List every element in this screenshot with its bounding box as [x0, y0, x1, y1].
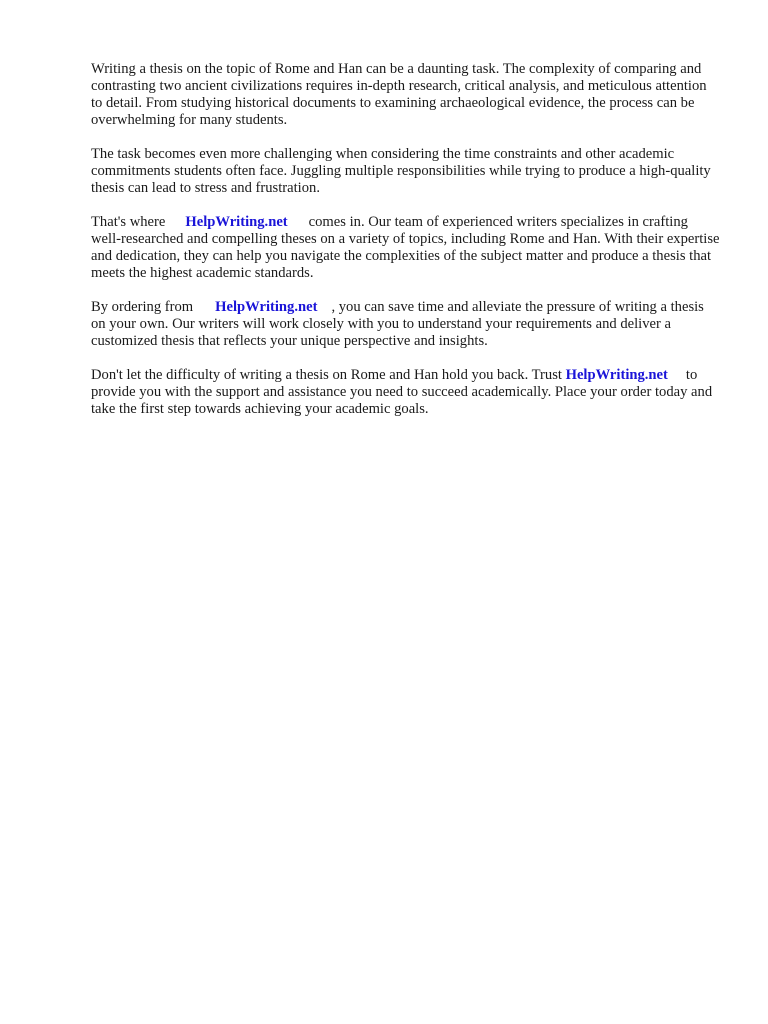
paragraph-service-rest: comes in. Our team of experienced writers specializes in crafting well-researched and compelling theses on a variety of topics, including Rome and Han. With their expertise and dedication, they can help you navigate the complexities of the subject matter and produce a thesis that meets the highest academic standards.: [91, 214, 720, 281]
paragraph-intro: [91, 61, 721, 129]
helpwriting-link-1[interactable]: HelpWriting.net: [185, 214, 288, 230]
paragraph-challenge-text: The task becomes even more challenging when considering the time constraints and other academic commitments students often face. Juggling multiple responsibilities while trying to produce a high-quality thesis can lead to stress and frustration.: [91, 146, 711, 196]
helpwriting-link-3[interactable]: HelpWriting.net: [565, 367, 668, 383]
paragraph-service: [91, 214, 721, 282]
paragraph-service-lead: That's where: [91, 214, 166, 230]
document-body: [91, 61, 721, 435]
paragraph-closing-rest: to provide you with the support and assistance you need to succeed academically. Place your order today and take the first step towards achieving your academic goals.: [91, 367, 713, 417]
paragraph-ordering: [91, 299, 721, 350]
paragraph-closing-lead: Don't let the difficulty of writing a thesis on Rome and Han hold you back. Trust: [91, 367, 562, 383]
paragraph-challenge: [91, 146, 721, 197]
paragraph-intro-text: Writing a thesis on the topic of Rome and Han can be a daunting task. The complexity of comparing and contrasting two ancient civilizations requires in-depth research, critical analysis, and meticulous attention to detail. From studying historical documents to examining archaeological evidence, the process can be overwhelming for many students.: [91, 61, 707, 128]
helpwriting-link-2[interactable]: HelpWriting.net: [215, 299, 318, 315]
paragraph-ordering-lead: By ordering from: [91, 299, 194, 315]
paragraph-ordering-rest: , you can save time and alleviate the pressure of writing a thesis on your own. Our writers will work closely with you to understand your requirements and deliver a customized thesis that reflects your unique perspective and insights.: [91, 299, 704, 349]
paragraph-closing: [91, 367, 721, 418]
